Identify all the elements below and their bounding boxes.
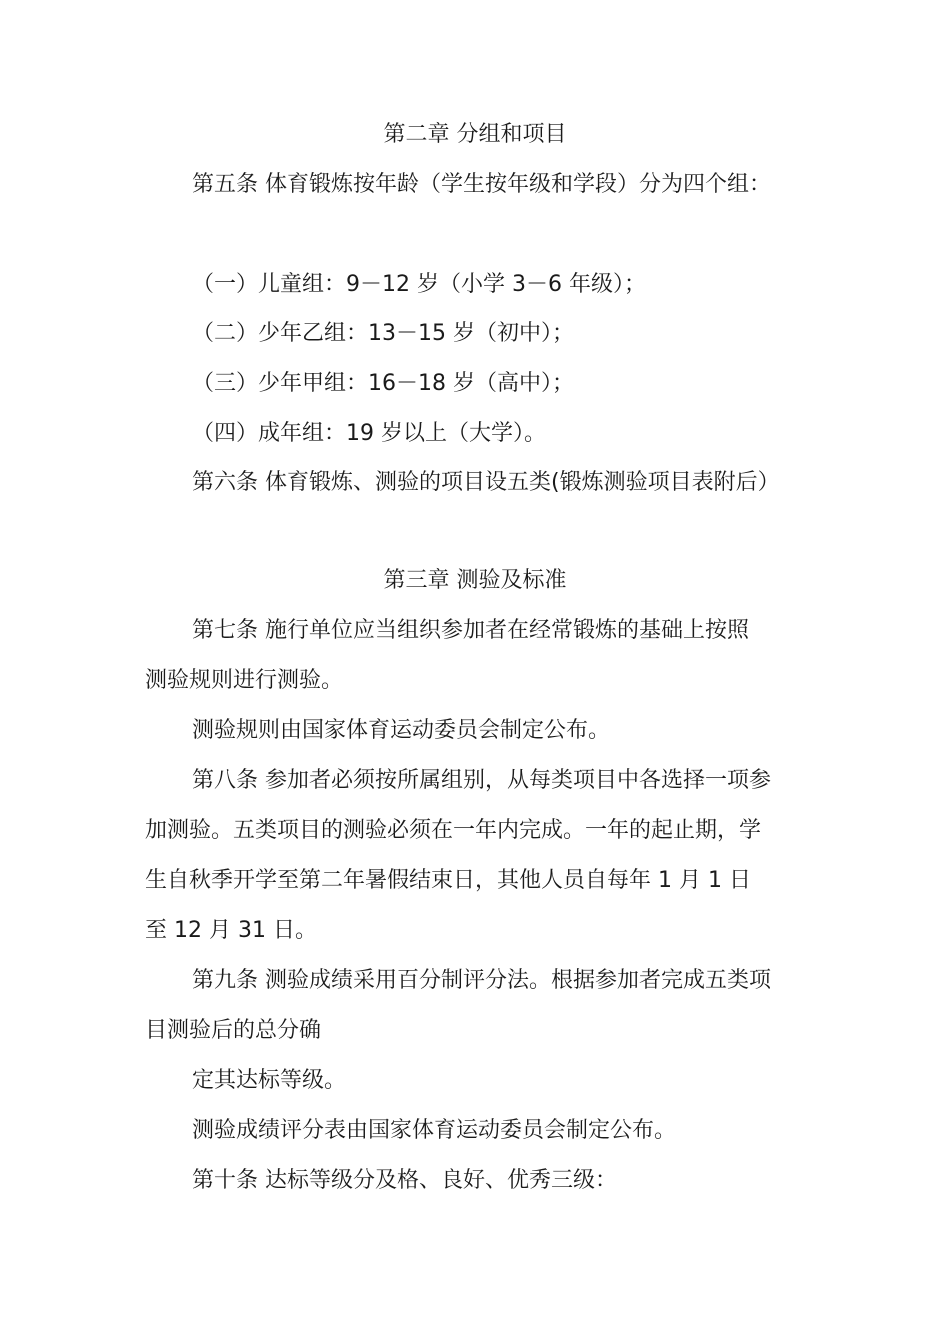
group-item-1: （一）儿童组：9－12 岁（小学 3－6 年级）； bbox=[192, 272, 646, 297]
article-9-line-2: 目测验后的总分确 bbox=[145, 1018, 322, 1043]
article-8-line-4: 至 12 月 31 日。 bbox=[145, 918, 317, 943]
chapter-2-heading: 第二章 分组和项目 bbox=[383, 122, 567, 147]
article-9-line-1: 第九条 测验成绩采用百分制评分法。根据参加者完成五类项 bbox=[192, 968, 771, 993]
group-item-4: （四）成年组：19 岁以上（大学）。 bbox=[192, 421, 546, 446]
article-7-line-1: 第七条 施行单位应当组织参加者在经常锻炼的基础上按照 bbox=[192, 618, 749, 643]
article-7-note: 测验规则由国家体育运动委员会制定公布。 bbox=[192, 718, 611, 743]
group-item-2: （二）少年乙组：13－15 岁（初中）； bbox=[192, 321, 574, 346]
chapter-3-heading: 第三章 测验及标准 bbox=[383, 568, 567, 593]
article-5-intro: 第五条 体育锻炼按年龄（学生按年级和学段）分为四个组： bbox=[192, 172, 771, 197]
article-8-line-3: 生自秋季开学至第二年暑假结束日，其他人员自每年 1 月 1 日 bbox=[145, 868, 751, 893]
article-10: 第十条 达标等级分及格、良好、优秀三级： bbox=[192, 1168, 617, 1193]
article-7-line-2: 测验规则进行测验。 bbox=[145, 668, 344, 693]
article-9-note: 测验成绩评分表由国家体育运动委员会制定公布。 bbox=[192, 1118, 677, 1143]
article-6: 第六条 体育锻炼、测验的项目设五类(锻炼测验项目表附后） bbox=[192, 470, 780, 495]
article-8-line-2: 加测验。五类项目的测验必须在一年内完成。一年的起止期，学 bbox=[145, 818, 762, 843]
group-item-3: （三）少年甲组：16－18 岁（高中）； bbox=[192, 371, 574, 396]
article-9-continued: 定其达标等级。 bbox=[192, 1068, 347, 1093]
article-8-line-1: 第八条 参加者必须按所属组别，从每类项目中各选择一项参 bbox=[192, 768, 771, 793]
